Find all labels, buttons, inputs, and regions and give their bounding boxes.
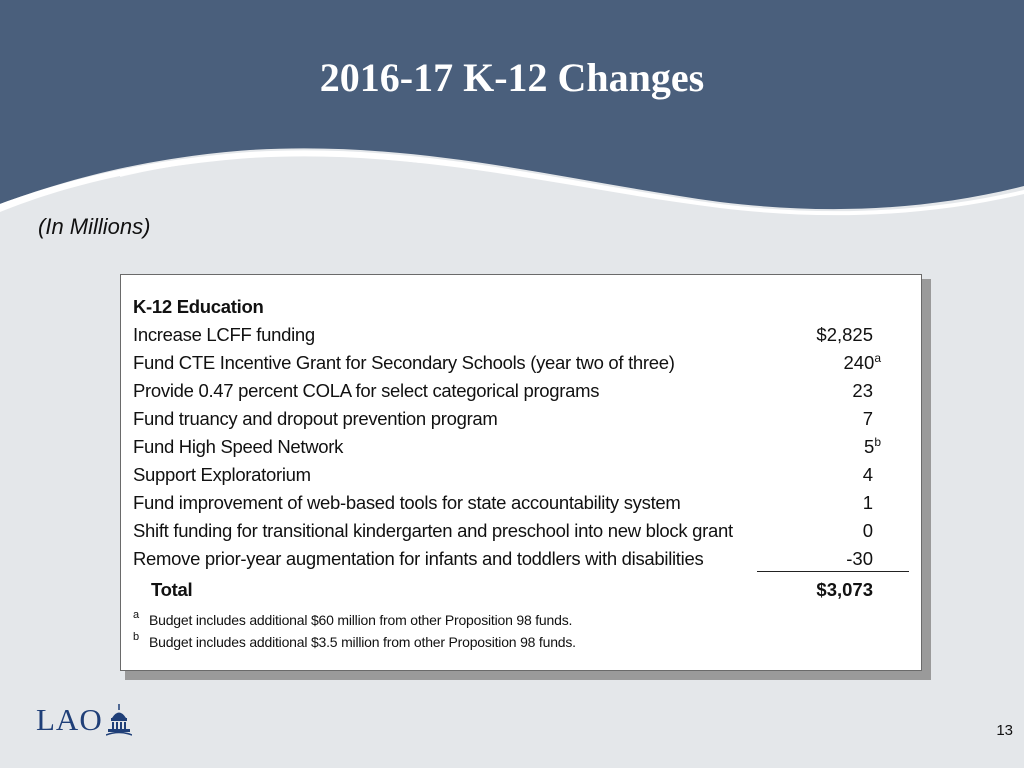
row-amount: 7: [862, 408, 873, 429]
row-amount: 240: [843, 352, 875, 373]
table-row: [133, 321, 921, 349]
table-row: [133, 349, 921, 377]
row-label: Provide 0.47 percent COLA for select categorical programs: [133, 380, 600, 401]
row-value: [816, 321, 873, 349]
row-label: Fund improvement of web-based tools for state accountability system: [133, 492, 681, 513]
table-row: [133, 545, 921, 573]
row-label: Fund High Speed Network: [133, 436, 344, 457]
slide-header: [0, 0, 1024, 240]
footnote-marker: a: [874, 351, 881, 365]
total-value: $3,073: [816, 579, 873, 600]
row-value: [863, 405, 873, 433]
row-label: Fund CTE Incentive Grant for Secondary Schools (year two of three): [133, 352, 675, 373]
footnote-marker: b: [874, 435, 881, 449]
row-value: [863, 517, 873, 545]
row-amount: $2,825: [816, 324, 873, 345]
footnote-text: Budget includes additional $3.5 million from other Proposition 98 funds.: [149, 634, 576, 650]
logo-text: LAO: [36, 702, 103, 737]
row-amount: 1: [862, 492, 873, 513]
units-subtitle: (In Millions): [38, 214, 151, 239]
table-body: [133, 293, 921, 605]
row-label: Fund truancy and dropout prevention program: [133, 408, 498, 429]
row-value: [864, 433, 881, 463]
budget-table: [120, 274, 922, 671]
table-row: [133, 461, 921, 489]
row-amount: -30: [846, 548, 873, 569]
row-amount: 0: [862, 520, 873, 541]
table-row: [133, 405, 921, 433]
total-label: Total: [151, 579, 193, 600]
section-heading: [133, 293, 921, 321]
row-label: Remove prior-year augmentation for infants and toddlers with disabilities: [133, 548, 704, 569]
row-value: [863, 489, 873, 517]
row-label: Shift funding for transitional kindergarten and preschool into new block grant: [133, 520, 733, 541]
row-amount: 23: [852, 380, 873, 401]
table-rows: [133, 321, 921, 573]
total-row: [133, 573, 921, 605]
footnote-letter: a: [133, 609, 140, 621]
row-value: [846, 545, 873, 573]
row-value: [863, 461, 873, 489]
capitol-dome-icon: [106, 704, 132, 736]
footnote-text: Budget includes additional $60 million from other Proposition 98 funds.: [149, 612, 573, 628]
row-label: Increase LCFF funding: [133, 324, 315, 345]
section-label: K-12 Education: [133, 296, 264, 317]
table-row: [133, 489, 921, 517]
total-rule: [757, 571, 909, 572]
lao-logo: [36, 700, 146, 740]
row-amount: 5: [864, 436, 875, 457]
row-value: [852, 377, 873, 405]
row-label: Support Exploratorium: [133, 464, 311, 485]
page-number: 13: [996, 722, 1013, 739]
footnote-letter: b: [133, 631, 140, 643]
row-value: [843, 349, 881, 379]
header-swoosh: [0, 0, 1024, 240]
table-row: [133, 517, 921, 545]
slide-title: 2016-17 K-12 Changes: [319, 55, 705, 100]
table-row: [133, 433, 921, 461]
row-amount: 4: [862, 464, 873, 485]
table-row: [133, 377, 921, 405]
